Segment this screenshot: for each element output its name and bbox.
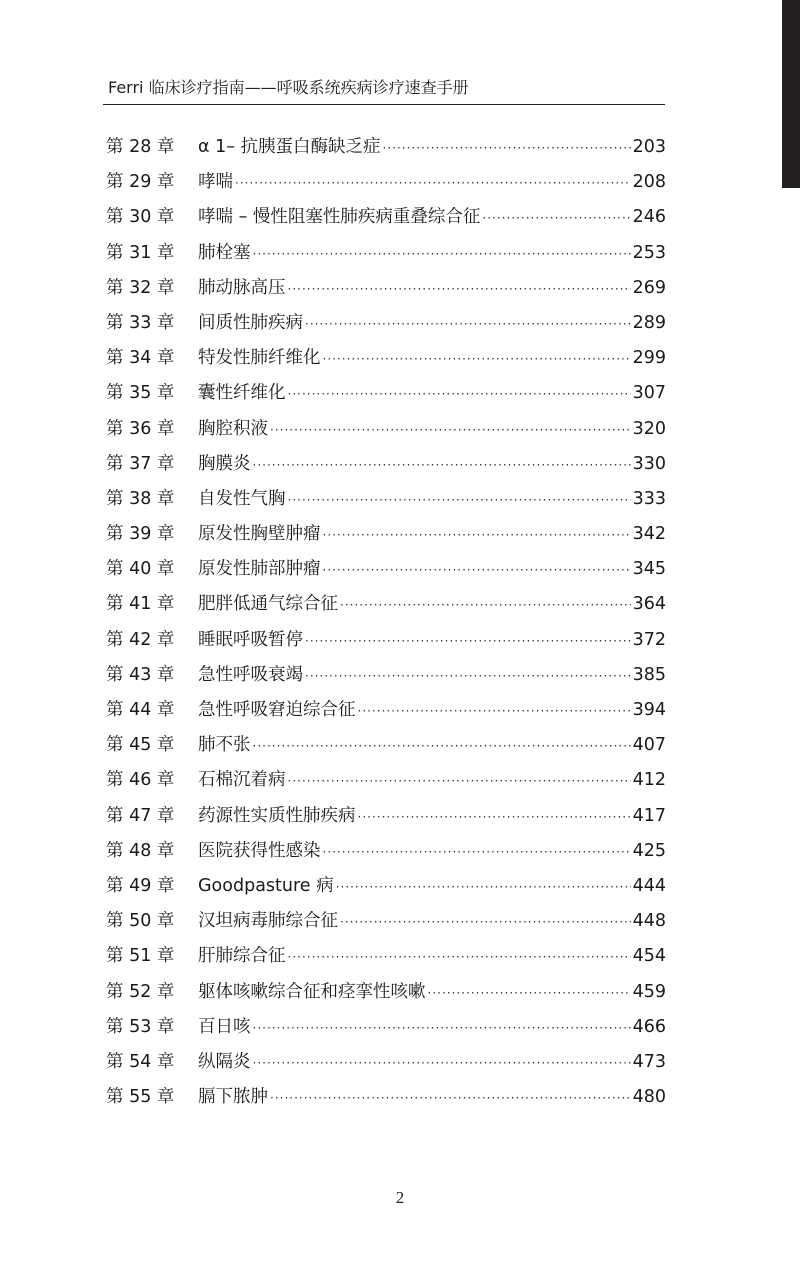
toc-entry[interactable] <box>106 165 666 200</box>
dot-leader <box>336 870 631 905</box>
table-of-contents <box>106 130 666 1115</box>
chapter-title: 急性呼吸窘迫综合征 <box>198 700 356 720</box>
page-reference: 342 <box>632 524 666 545</box>
toc-entry[interactable] <box>106 482 666 517</box>
page-reference: 444 <box>632 875 666 896</box>
dot-leader <box>323 342 631 377</box>
chapter-number: 第 42 章 <box>106 629 175 650</box>
chapter-number: 第 44 章 <box>106 700 175 720</box>
page-reference: 466 <box>632 1016 666 1037</box>
page-reference: 385 <box>632 664 666 685</box>
chapter-number: 第 29 章 <box>106 172 175 193</box>
toc-entry[interactable] <box>106 1010 666 1045</box>
dot-leader <box>323 835 631 870</box>
toc-entry[interactable] <box>106 728 666 763</box>
dot-leader <box>305 307 631 342</box>
chapter-number: 第 36 章 <box>106 418 175 439</box>
toc-entry[interactable] <box>106 236 666 271</box>
page-reference: 394 <box>632 700 666 720</box>
chapter-title: 纵隔炎 <box>198 1051 251 1072</box>
chapter-title: 肺不张 <box>198 735 251 756</box>
page-reference: 203 <box>632 137 666 157</box>
chapter-title: 医院获得性感染 <box>198 840 321 861</box>
chapter-title: 哮喘 <box>198 172 233 193</box>
dot-leader <box>305 624 631 659</box>
toc-entry[interactable] <box>106 552 666 587</box>
chapter-number: 第 49 章 <box>106 875 175 896</box>
page-reference: 330 <box>632 453 666 474</box>
dot-leader <box>383 131 631 166</box>
chapter-number: 第 28 章 <box>106 137 175 157</box>
page-reference: 473 <box>632 1051 666 1072</box>
chapter-number: 第 31 章 <box>106 242 175 263</box>
dot-leader <box>235 166 631 201</box>
page-reference: 417 <box>632 805 666 826</box>
page-reference: 454 <box>632 946 666 967</box>
chapter-title: 膈下脓肿 <box>198 1087 268 1108</box>
chapter-number: 第 45 章 <box>106 735 175 756</box>
chapter-number: 第 48 章 <box>106 840 175 861</box>
toc-entry[interactable] <box>106 517 666 552</box>
chapter-title: 哮喘 – 慢性阻塞性肺疾病重叠综合征 <box>198 207 481 228</box>
toc-entry[interactable] <box>106 130 666 165</box>
toc-entry[interactable] <box>106 306 666 341</box>
page-reference: 307 <box>632 383 666 404</box>
dot-leader <box>323 518 631 553</box>
chapter-number: 第 51 章 <box>106 946 175 967</box>
chapter-title: 肥胖低通气综合征 <box>198 594 338 615</box>
page-reference: 289 <box>632 312 666 333</box>
dot-leader <box>358 800 631 835</box>
toc-entry[interactable] <box>106 834 666 869</box>
chapter-title: 躯体咳嗽综合征和痉挛性咳嗽 <box>198 981 426 1002</box>
chapter-number: 第 52 章 <box>106 981 175 1002</box>
toc-entry[interactable] <box>106 763 666 798</box>
dot-leader <box>270 1081 631 1116</box>
toc-entry[interactable] <box>106 799 666 834</box>
header-rule <box>103 104 665 105</box>
toc-entry[interactable] <box>106 447 666 482</box>
chapter-number: 第 34 章 <box>106 348 175 369</box>
chapter-title: 药源性实质性肺疾病 <box>198 805 356 826</box>
page-number: 2 <box>395 1188 405 1207</box>
dot-leader <box>253 237 631 272</box>
toc-entry[interactable] <box>106 1045 666 1080</box>
chapter-number: 第 43 章 <box>106 664 175 685</box>
chapter-title: 肺动脉高压 <box>198 277 286 298</box>
page-reference: 412 <box>632 770 666 791</box>
chapter-number: 第 30 章 <box>106 207 175 228</box>
chapter-number: 第 39 章 <box>106 524 175 545</box>
chapter-title: 肝肺综合征 <box>198 946 286 967</box>
page-reference: 372 <box>632 629 666 650</box>
chapter-number: 第 54 章 <box>106 1051 175 1072</box>
chapter-title: 睡眠呼吸暂停 <box>198 629 303 650</box>
chapter-title: Goodpasture 病 <box>198 875 334 896</box>
dot-leader <box>340 905 631 940</box>
chapter-title: 胸膜炎 <box>198 453 251 474</box>
page-reference: 425 <box>632 840 666 861</box>
dot-leader <box>288 764 631 799</box>
chapter-title: 急性呼吸衰竭 <box>198 664 303 685</box>
toc-entry[interactable] <box>106 587 666 622</box>
page-reference: 480 <box>632 1087 666 1108</box>
chapter-title: 间质性肺疾病 <box>198 312 303 333</box>
chapter-title: 囊性纤维化 <box>198 383 286 404</box>
chapter-title: α 1– 抗胰蛋白酶缺乏症 <box>198 137 381 157</box>
dot-leader <box>358 694 631 729</box>
chapter-title: 特发性肺纤维化 <box>198 348 321 369</box>
toc-entry[interactable] <box>106 623 666 658</box>
dot-leader <box>340 588 631 623</box>
page-reference: 459 <box>632 981 666 1002</box>
dot-leader <box>253 1011 631 1046</box>
toc-entry[interactable] <box>106 412 666 447</box>
toc-entry[interactable] <box>106 341 666 376</box>
chapter-number: 第 50 章 <box>106 911 175 932</box>
chapter-number: 第 53 章 <box>106 1016 175 1037</box>
chapter-number: 第 35 章 <box>106 383 175 404</box>
chapter-number: 第 41 章 <box>106 594 175 615</box>
toc-entry[interactable] <box>106 271 666 306</box>
chapter-title: 石棉沉着病 <box>198 770 286 791</box>
page-reference: 246 <box>632 207 666 228</box>
page-reference: 269 <box>632 277 666 298</box>
dot-leader <box>323 553 631 588</box>
dot-leader <box>288 377 631 412</box>
chapter-number: 第 38 章 <box>106 488 175 509</box>
page-reference: 253 <box>632 242 666 263</box>
chapter-number: 第 40 章 <box>106 559 175 580</box>
chapter-title: 肺栓塞 <box>198 242 251 263</box>
running-header: Ferri 临床诊疗指南——呼吸系统疾病诊疗速查手册 <box>108 78 469 97</box>
page-reference: 448 <box>632 911 666 932</box>
chapter-title: 汉坦病毒肺综合征 <box>198 911 338 932</box>
dot-leader <box>288 272 631 307</box>
toc-entry[interactable] <box>106 693 666 728</box>
edge-thumb-tab <box>782 0 800 188</box>
dot-leader <box>288 940 631 975</box>
dot-leader <box>253 729 631 764</box>
dot-leader <box>482 201 630 236</box>
page-reference: 320 <box>632 418 666 439</box>
dot-leader <box>253 448 631 483</box>
dot-leader <box>270 413 631 448</box>
toc-entry[interactable] <box>106 200 666 235</box>
dot-leader <box>288 483 631 518</box>
chapter-number: 第 46 章 <box>106 770 175 791</box>
page-reference: 345 <box>632 559 666 580</box>
dot-leader <box>253 1046 631 1081</box>
chapter-title: 自发性气胸 <box>198 488 286 509</box>
chapter-number: 第 47 章 <box>106 805 175 826</box>
chapter-number: 第 32 章 <box>106 277 175 298</box>
chapter-number: 第 55 章 <box>106 1087 175 1108</box>
page-reference: 407 <box>632 735 666 756</box>
page-reference: 364 <box>632 594 666 615</box>
chapter-title: 原发性胸壁肿瘤 <box>198 524 321 545</box>
toc-entry[interactable] <box>106 939 666 974</box>
chapter-number: 第 33 章 <box>106 312 175 333</box>
chapter-title: 胸腔积液 <box>198 418 268 439</box>
page-reference: 299 <box>632 348 666 369</box>
dot-leader <box>428 976 631 1011</box>
toc-entry[interactable] <box>106 975 666 1010</box>
chapter-title: 百日咳 <box>198 1016 251 1037</box>
toc-entry[interactable] <box>106 1080 666 1115</box>
chapter-title: 原发性肺部肿瘤 <box>198 559 321 580</box>
toc-entry[interactable] <box>106 658 666 693</box>
page-reference: 208 <box>632 172 666 193</box>
toc-entry[interactable] <box>106 376 666 411</box>
page-reference: 333 <box>632 488 666 509</box>
toc-entry[interactable] <box>106 869 666 904</box>
toc-entry[interactable] <box>106 904 666 939</box>
dot-leader <box>305 659 631 694</box>
chapter-number: 第 37 章 <box>106 453 175 474</box>
